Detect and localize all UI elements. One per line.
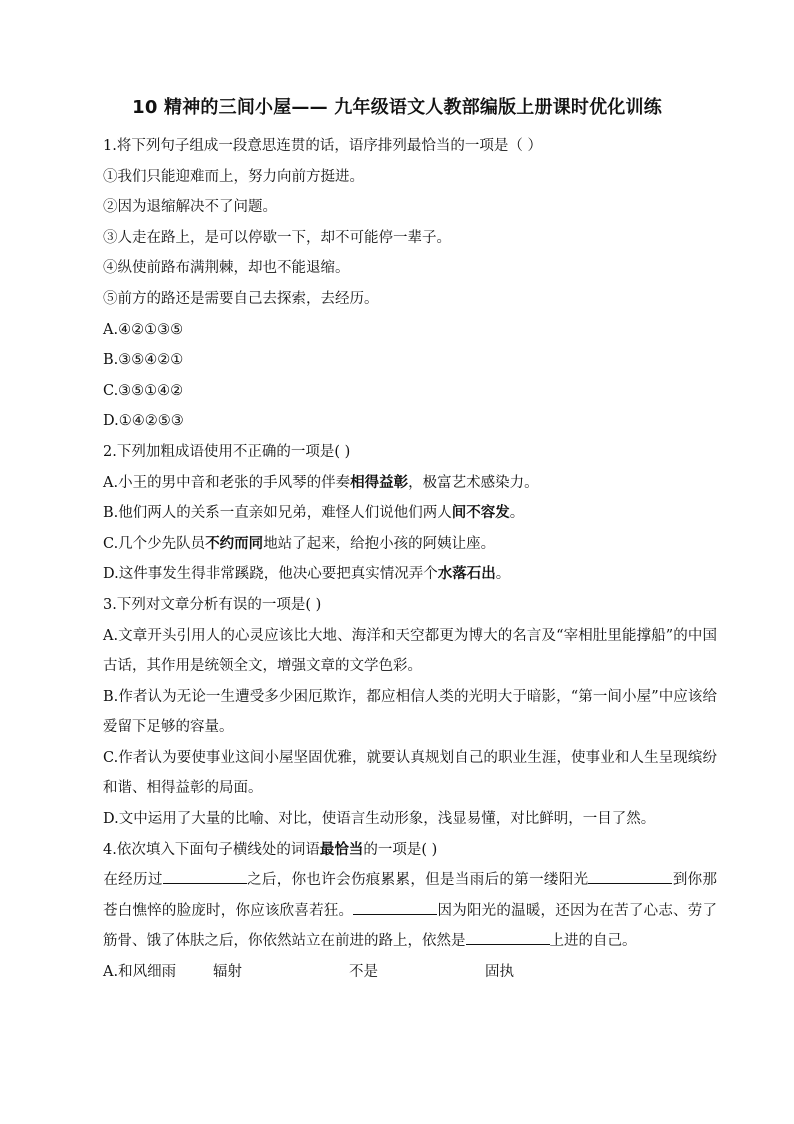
q3-option-d: D.文中运用了大量的比喻、对比，使语言生动形象，浅显易懂，对比鲜明，一目了然。 [103, 811, 656, 828]
question-content [103, 131, 717, 988]
question-1-stem: 1.将下列句子组成一段意思连贯的话，语序排列最恰当的一项是（ ） [103, 138, 542, 154]
q1-sentence-2: ②因为退缩解决不了问题。 [103, 199, 277, 216]
q4-option-a-word-2: 辐射 [213, 964, 242, 981]
question-4-stem: 4.依次填入下面句子横线处的词语最恰当的一项是( ) [103, 840, 438, 858]
q2-option-b: B.他们两人的关系一直亲如兄弟，难怪人们说他们两人间不容发。 [103, 504, 525, 522]
fill-blank [353, 897, 437, 915]
question-3-stem: 3.下列对文章分析有误的一项是( ) [103, 596, 322, 613]
fill-blank [466, 927, 550, 945]
q1-option-c: C.③⑤①④② [103, 382, 184, 399]
bold-idiom: 水落石出 [437, 565, 496, 583]
page-title: 10 精神的三间小屋—— 九年级语文人教部编版上册课时优化训练 [132, 97, 662, 118]
q3-option-c: C.作者认为要使事业这间小屋坚固优雅，就要认真规划自己的职业生涯，使事业和人生呈现缤纷和谐、相得益彰的局面。 [103, 749, 717, 797]
fill-blank [163, 866, 247, 884]
q1-sentence-4: ④纵使前路布满荆棘，却也不能退缩。 [103, 260, 350, 277]
q3-option-a: A.文章开头引用人的心灵应该比大地、海洋和天空都更为博大的名言及“宰相肚里能撑船”的中国古话，其作用是统领全文，增强文章的文学色彩。 [103, 627, 717, 675]
q4-passage: 在经历过 之后，你也许会伤痕累累，但是当雨后的第一缕阳光 到你那苍白憔悴的脸庞时，你应该欣喜若狂。 因为阳光的温暖，还因为在苦了心志、劳了筋骨、饿了体肤之后，你依然站立在前进的路上，依然是 上进的自己。 [103, 865, 717, 957]
q3-option-b: B.作者认为无论一生遭受多少困厄欺诈，都应相信人类的光明大于暗影，“第一间小屋”中应该给爱留下足够的容量。 [103, 688, 717, 736]
q1-option-d: D.①④②⑤③ [103, 413, 184, 430]
q4-option-a-word-3: 不是 [349, 964, 378, 981]
q2-option-d: D.这件事发生得非常蹊跷，他决心要把真实情况弄个水落石出。 [103, 565, 511, 583]
q1-option-b: B.③⑤④②① [103, 352, 184, 369]
question-2-stem: 2.下列加粗成语使用不正确的一项是( ) [103, 443, 351, 460]
q4-option-a-word-4: 固执 [485, 964, 514, 981]
q4-option-a [103, 957, 717, 988]
q1-sentence-5: ⑤前方的路还是需要自己去探索，去经历。 [103, 290, 379, 307]
q2-option-c: C.几个少先队员不约而同地站了起来，给抱小孩的阿姨让座。 [103, 534, 496, 552]
bold-idiom: 相得益彰 [350, 473, 409, 491]
q1-sentence-3: ③人走在路上，是可以停歇一下，却不可能停一辈子。 [103, 229, 451, 246]
bold-idiom: 不约而同 [205, 534, 264, 552]
bold-keyword: 最恰当 [319, 840, 364, 858]
q1-sentence-1: ①我们只能迎难而上，努力向前方挺进。 [103, 168, 364, 185]
bold-idiom: 间不容发 [451, 504, 510, 522]
q4-option-a-word-1: A.和风细雨 [103, 964, 177, 981]
q2-option-a: A.小王的男中音和老张的手风琴的伴奏相得益彰，极富艺术感染力。 [103, 473, 539, 491]
q1-option-a: A.④②①③⑤ [103, 321, 184, 338]
fill-blank [588, 866, 672, 884]
